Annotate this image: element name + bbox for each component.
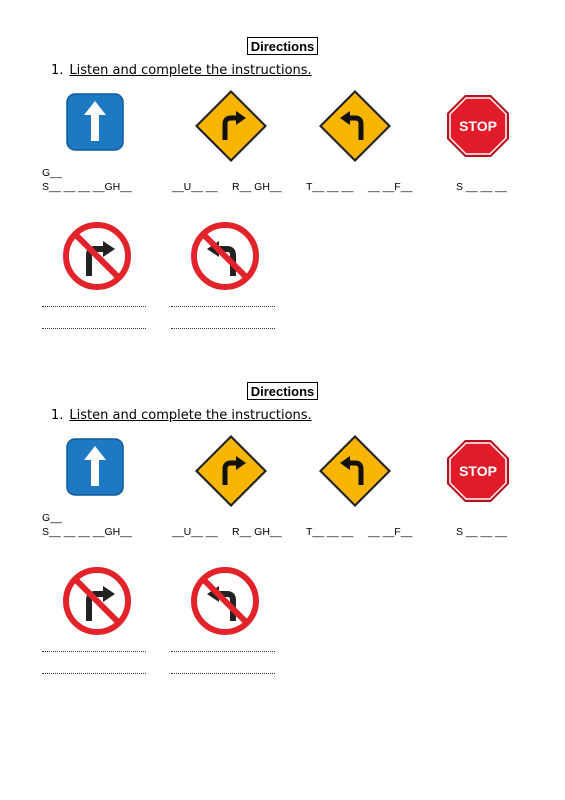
sign-2-caption-1: __U__ __ (172, 526, 218, 538)
sign-3-caption-2: __ __F__ (368, 526, 413, 538)
title-text: Directions (247, 382, 319, 400)
answer-line[interactable] (42, 651, 146, 652)
answer-line[interactable] (42, 673, 146, 674)
answer-line[interactable] (171, 651, 275, 652)
answer-line[interactable] (171, 306, 275, 307)
instruction-number: 1. (51, 63, 64, 78)
sign-1-caption-2: S__ __ __ __GH__ (42, 181, 132, 193)
answer-line[interactable] (171, 328, 275, 329)
sign-2-caption-1: __U__ __ (172, 181, 218, 193)
answer-line[interactable] (42, 306, 146, 307)
sign-4-caption-1: S __ __ __ (456, 526, 507, 538)
turn-right-warning-icon (193, 88, 269, 164)
instruction-text: Listen and complete the instructions. (69, 63, 312, 78)
sign-1-caption-1: G__ (42, 167, 62, 179)
worksheet-section-1 (0, 36, 565, 381)
turn-left-warning-icon (317, 433, 393, 509)
sign-1-caption-1: G__ (42, 512, 62, 524)
turn-left-warning-icon (317, 88, 393, 164)
instruction-text: Listen and complete the instructions. (69, 408, 312, 423)
svg-text:STOP: STOP (459, 463, 497, 479)
instruction (51, 408, 312, 424)
turn-right-warning-icon (193, 433, 269, 509)
no-left-turn-icon (190, 221, 260, 291)
sign-2-caption-2: R__ GH__ (232, 181, 282, 193)
instruction-number: 1. (51, 408, 64, 423)
no-right-turn-icon (62, 566, 132, 636)
answer-line[interactable] (42, 328, 146, 329)
sign-3-caption-1: T__ __ __ (306, 181, 354, 193)
no-left-turn-icon (190, 566, 260, 636)
sign-1-caption-2: S__ __ __ __GH__ (42, 526, 132, 538)
title-text: Directions (247, 37, 319, 55)
straight-ahead-arrow-icon (66, 438, 124, 496)
svg-text:STOP: STOP (459, 118, 497, 134)
instruction (51, 63, 312, 79)
section-title (0, 36, 565, 55)
stop-sign-icon (445, 93, 511, 159)
worksheet-section-2 (0, 381, 565, 726)
sign-3-caption-2: __ __F__ (368, 181, 413, 193)
stop-sign-icon (445, 438, 511, 504)
sign-3-caption-1: T__ __ __ (306, 526, 354, 538)
section-title (0, 381, 565, 400)
no-right-turn-icon (62, 221, 132, 291)
sign-2-caption-2: R__ GH__ (232, 526, 282, 538)
straight-ahead-arrow-icon (66, 93, 124, 151)
sign-4-caption-1: S __ __ __ (456, 181, 507, 193)
answer-line[interactable] (171, 673, 275, 674)
